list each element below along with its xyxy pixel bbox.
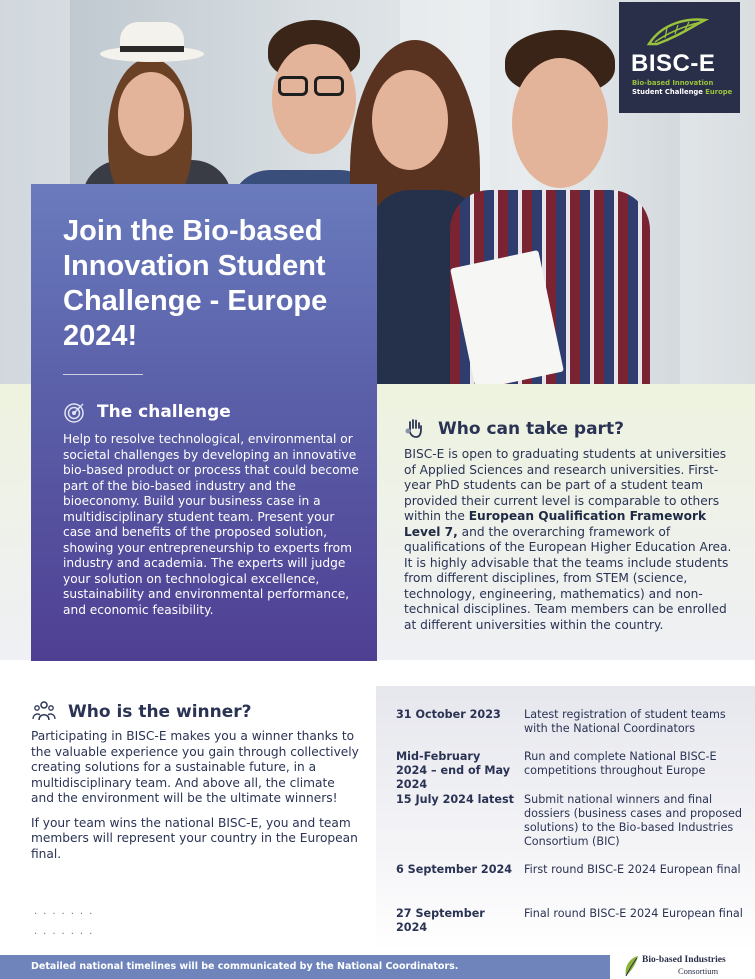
timeline [376,686,755,952]
timeline-description: Latest registration of student teams with the National Coordinators [524,708,726,735]
hand-icon [404,417,426,439]
bic-name-line1: Bio-based Industries [642,955,726,965]
timeline-date: Mid-February 2024 – end of May 2024 [396,750,511,791]
target-icon [63,402,85,424]
footer-note-bar [0,955,610,979]
timeline-date: 6 September 2024 [396,863,513,876]
timeline-description: Submit national winners and final dossiers (business cases and proposed solutions) to the Bio-based Industries Consortium (BIC) [524,793,743,848]
winner-paragraph-1: Participating in BISC-E makes you a winner thanks to the valuable experience you gain through collectively creating solutions for a sustainable future, in a multidisciplinary team. And above all, the climate and the environment will be the ultimate winners! [31,729,359,805]
who-can-take-part-text: BISC-E is open to graduating students at universities of Applied Sciences and research universities. First-year PhD students can be part of a student team provided their current level is comparable to others within the European Qualification Framework Level 7, and the overarching framework of qualifications of the European Higher Education Area. It is highly advisable that the teams include students from different disciplines, from STEM (science, technology, engineering, mathematics) and non-technical disciplines. Team members can be enrolled at different universities within the country. [404,447,732,632]
bic-name-line2: Consortium [678,966,719,976]
page-title: Join the Bio-based Innovation Student Challenge - Europe 2024! [63,215,328,352]
timeline-date: 31 October 2023 [396,708,501,721]
logo-tagline-1: Bio-based Innovation [632,79,714,87]
timeline-description: Final round BISC-E 2024 European final [524,907,743,920]
timeline-date: 15 July 2024 latest [396,793,514,806]
people-icon [32,700,56,722]
winner-text [31,729,361,871]
timeline-description: First round BISC-E 2024 European final [524,863,741,876]
winner-heading: Who is the winner? [68,702,252,722]
decorative-dots: ······· ······· [34,909,99,940]
bic-logo [622,953,747,979]
timeline-date: 27 September 2024 [396,907,485,934]
challenge-panel [31,184,377,661]
who-can-take-part-heading: Who can take part? [438,419,624,439]
challenge-text: Help to resolve technological, environmental or societal challenges by developing an innovative bio-based product or process that could become part of the bio-based industry and the bioeconomy. Build your business case in a multidisciplinary student team. Present your case and benefits of the proposed solution, showing your entrepreneurship to experts from industry and academia. The experts will judge your solution on technological excellence, sustainability and environmental performance, and economic feasibility. [63,432,359,617]
eqf-level-7: European Qualification Framework Level 7, [404,509,707,539]
footer-note: Detailed national timelines will be communicated by the National Coordinators. [31,961,459,972]
logo-brand-text: BISC-E [631,50,716,77]
winner-paragraph-2: If your team wins the national BISC-E, you and team members will represent your country in the European final. [31,815,358,861]
bisc-e-logo [619,2,740,113]
timeline-description: Run and complete National BISC-E competitions throughout Europe [524,750,717,777]
divider [63,374,143,375]
logo-tagline-2: Student Challenge Europe [632,88,733,96]
leaf-icon [645,16,709,48]
bic-leaf-icon [622,954,640,978]
challenge-heading: The challenge [97,402,231,422]
